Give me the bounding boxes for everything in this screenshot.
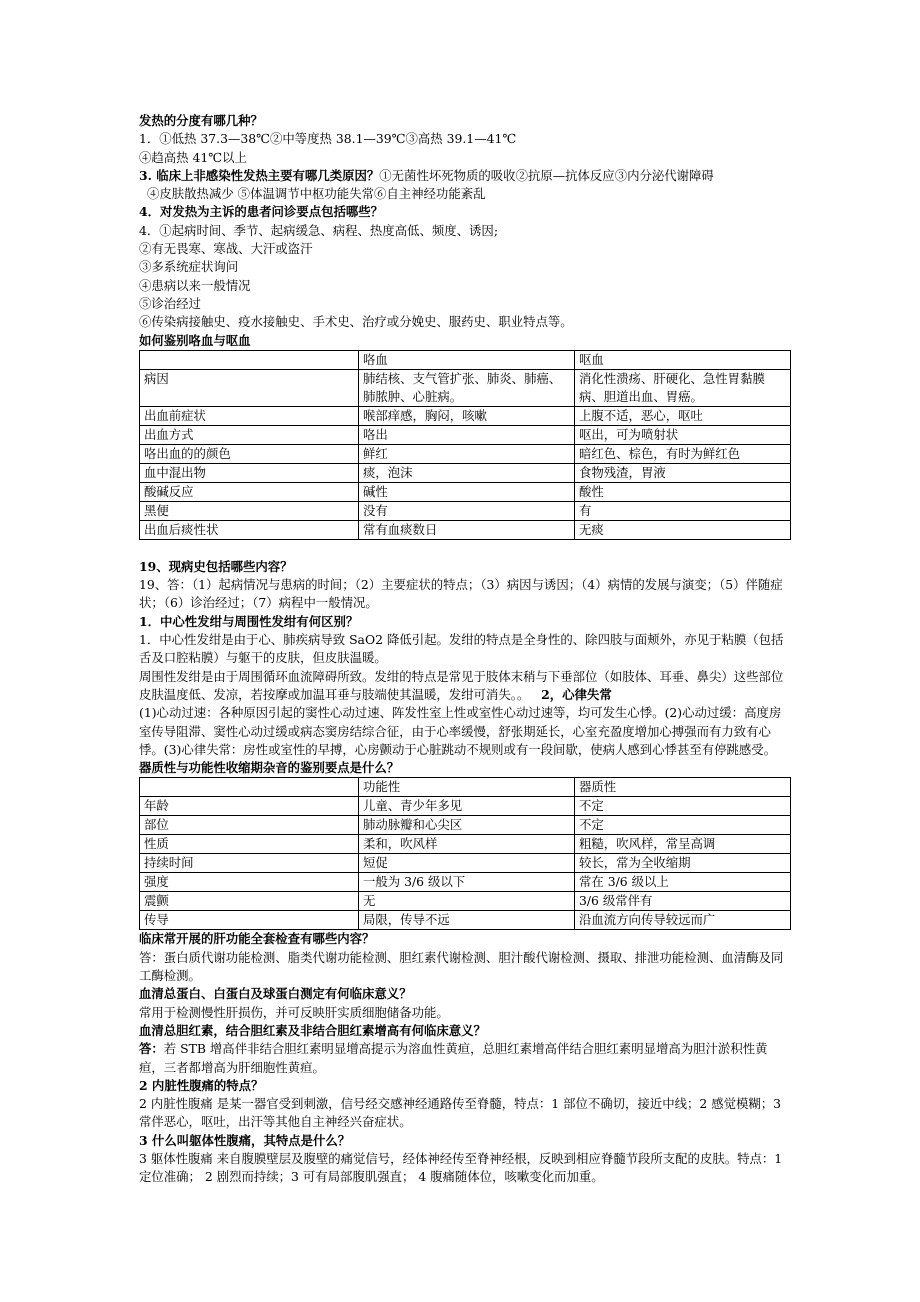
answer-paragraph: 1．中心性发绀是由于心、肺疾病导致 SaO2 降低引起。发绀的特点是全身性的、除四肢与面颊外，亦见于粘膜（包括舌及口腔粘膜）与躯干的皮肤，但皮肤温暖。 <box>139 632 784 666</box>
table-cell: 局限，传导不远 <box>359 911 575 930</box>
answer-paragraph: 3 躯体性腹痛 来自腹膜壁层及腹壁的痛觉信号，经体神经传至脊神经根，反映到相应脊髓节段所支配的皮肤。特点：1 定位准确； 2 剧烈而持续；3 可有局部腹肌强直； 4 腹痛随体位，咳嗽变化而加重。 <box>139 1150 783 1185</box>
table-cell <box>140 350 359 369</box>
answer-paragraph: (1)心动过速：各种原因引起的窦性心动过速、阵发性室上性或室性心动过速等，均可发生心悸。(2)心动过缓：高度房室传导阻滞、窦性心动过缓或病态窦房结综合征，由于心率缓慢，舒张期延长，心室充盈度增加心搏强而有力致有心悸。(3)心律失常：房性或室性的早搏，心房颤动于心脏跳动不规则或有一段间歇，使病人感到心悸甚至有停跳感受。 <box>139 705 782 757</box>
table-row <box>140 873 791 892</box>
table-cell: 喉部痒感，胸闷，咳嗽 <box>359 406 575 425</box>
table-row <box>140 501 791 520</box>
answer-line: 1．①低热 37.3—38℃②中等度热 38.1—39℃③高热 39.1—41℃ <box>139 131 517 147</box>
table-title-hemoptysis: 如何鉴别咯血与呕血 <box>139 332 251 348</box>
table-cell: 碱性 <box>359 482 575 501</box>
answer-label: 答： <box>139 1041 164 1057</box>
table-header-row <box>140 778 791 797</box>
table-cell: 肺结核、支气管扩张、肺炎、肺癌、肺脓肿、心脏病。 <box>359 369 575 406</box>
answer-line: ④趋高热 41℃以上 <box>139 149 247 165</box>
answer-paragraph <box>139 1040 791 1077</box>
table-cell: 有 <box>575 501 791 520</box>
table-cell: 肺动脉瓣和心尖区 <box>359 816 575 835</box>
answer-paragraph: 19、答：（1）起病情况与患病的时间；（2）主要症状的特点；（3）病因与诱因；（4）病情的发展与演变；（5）伴随症状；（6）诊治经过；（7）病程中一般情况。 <box>139 577 783 611</box>
table-cell: 震颤 <box>140 892 359 911</box>
answer-line: ③多系统症状询问 <box>139 259 239 275</box>
answer-inline: 周围性发绀是由于周围循环血流障碍所致。发绀的特点是常见于肢体末稍与下垂部位（如肢体、耳垂、鼻尖）这些部位皮肤温度低、发凉，若按摩或加温耳垂与肢端使其温暖，发绀可消失。。 <box>139 668 784 702</box>
table-row <box>140 854 791 873</box>
table-row <box>140 406 791 425</box>
answer-inline: 若 STB 增高伴非结合胆红素明显增高提示为溶血性黄疸，总胆红素增高伴结合胆红素明显增高为胆汁淤积性黄疸，三者都增高为肝细胞性黄疸。 <box>139 1041 768 1075</box>
table-cell: 痰，泡沫 <box>359 463 575 482</box>
table-cell: 食物残渣，胃液 <box>575 463 791 482</box>
answer-line: ②有无畏寒、寒战、大汗或盗汗 <box>139 241 313 257</box>
table-cell: 呕出，可为喷射状 <box>575 425 791 444</box>
spacer <box>139 540 791 558</box>
table-cell: 器质性 <box>575 778 791 797</box>
table-cell: 柔和，吹风样 <box>359 835 575 854</box>
question-liver-tests: 临床常开展的肝功能全套检查有哪些内容？ <box>139 931 375 947</box>
table-cell: 出血前症状 <box>140 406 359 425</box>
table-cell: 常有血痰数日 <box>359 520 575 539</box>
table-cell: 儿童、青少年多见 <box>359 797 575 816</box>
answer-paragraph: 常用于检测慢性肝损伤，并可反映肝实质细胞储备功能。 <box>139 1004 449 1020</box>
table-cell: 不定 <box>575 816 791 835</box>
question-arrhythmia: 2，心律失常 <box>541 686 612 702</box>
murmur-table <box>139 777 791 930</box>
table-cell: 黑便 <box>140 501 359 520</box>
table-row <box>140 892 791 911</box>
table-cell: 上腹不适，恶心，呕吐 <box>575 406 791 425</box>
table-cell: 持续时间 <box>140 854 359 873</box>
table-cell: 酸性 <box>575 482 791 501</box>
document-page <box>139 112 791 1187</box>
question-fever-inquiry: 4．对发热为主诉的患者问诊要点包括哪些？ <box>139 204 384 220</box>
question-present-history: 19、现病史包括哪些内容？ <box>139 558 293 574</box>
table-cell: 无 <box>359 892 575 911</box>
table-cell: 呕血 <box>575 350 791 369</box>
table-cell: 一般为 3/6 级以下 <box>359 873 575 892</box>
answer-line: ④皮肤散热减少 ⑤体温调节中枢功能失常⑥自主神经功能紊乱 <box>147 186 486 202</box>
table-cell: 3/6 级常伴有 <box>575 892 791 911</box>
table-cell <box>140 778 359 797</box>
question-fever-grades: 发热的分度有哪几种？ <box>139 113 263 128</box>
table-cell: 没有 <box>359 501 575 520</box>
question-serum-protein: 血清总蛋白、白蛋白及球蛋白测定有何临床意义？ <box>139 986 412 1002</box>
table-cell: 年龄 <box>140 797 359 816</box>
table-cell: 出血方式 <box>140 425 359 444</box>
table-cell: 较长，常为全收缩期 <box>575 854 791 873</box>
table-cell: 出血后痰性状 <box>140 520 359 539</box>
table-cell: 咯血 <box>359 350 575 369</box>
table-cell: 短促 <box>359 854 575 873</box>
table-row <box>140 816 791 835</box>
table-cell: 咯出血的的颜色 <box>140 444 359 463</box>
table-cell: 功能性 <box>359 778 575 797</box>
answer-line: 4．①起病时间、季节、起病缓急、病程、热度高低、频度、诱因; <box>139 222 498 238</box>
table-cell: 病因 <box>140 369 359 406</box>
table-cell: 部位 <box>140 816 359 835</box>
question-title: 3. 临床上非感染性发热主要有哪几类原因？ <box>139 167 380 183</box>
table-row <box>140 444 791 463</box>
table-row <box>140 911 791 930</box>
table-row <box>140 797 791 816</box>
answer-paragraph: 2 内脏性腹痛 是某一器官受到刺激，信号经交感神经通路传至脊髓，特点：1 部位不确切，接近中线；2 感觉模糊；3 常伴恶心，呕吐，出汗等其他自主神经兴奋症状。 <box>139 1096 782 1130</box>
answer-line: ④患病以来一般情况 <box>139 277 251 293</box>
table-cell: 暗红色、棕色，有时为鲜红色 <box>575 444 791 463</box>
table-cell: 咯出 <box>359 425 575 444</box>
table-cell: 鲜红 <box>359 444 575 463</box>
table-cell: 不定 <box>575 797 791 816</box>
table-cell: 血中混出物 <box>140 463 359 482</box>
table-cell: 传导 <box>140 911 359 930</box>
table-row <box>140 425 791 444</box>
table-row <box>140 463 791 482</box>
table-header-row <box>140 350 791 369</box>
answer-line: ⑥传染病接触史、疫水接触史、手术史、治疗或分娩史、服药史、职业特点等。 <box>139 314 573 330</box>
answer-inline: ①无菌性坏死物质的吸收②抗原—抗体反应③内分泌代谢障碍 <box>379 167 714 183</box>
table-cell: 常在 3/6 级以上 <box>575 873 791 892</box>
table-cell: 强度 <box>140 873 359 892</box>
question-somatic-pain: 3 什么叫躯体性腹痛，其特点是什么？ <box>139 1132 351 1148</box>
table-cell: 消化性溃疡、肝硬化、急性胃黏膜病、胆道出血、胃癌。 <box>575 369 791 406</box>
table-row <box>140 835 791 854</box>
hemoptysis-table <box>139 350 791 540</box>
table-cell: 无痰 <box>575 520 791 539</box>
table-cell: 性质 <box>140 835 359 854</box>
question-cyanosis: 1．中心性发绀与周围性发绀有何区别？ <box>139 613 359 629</box>
table-cell: 粗糙，吹风样，常呈高调 <box>575 835 791 854</box>
question-visceral-pain: 2 内脏性腹痛的特点？ <box>139 1077 264 1093</box>
question-bilirubin: 血清总胆红素，结合胆红素及非结合胆红素增高有何临床意义？ <box>139 1022 486 1038</box>
answer-line: ⑤诊治经过 <box>139 295 201 311</box>
table-cell: 酸碱反应 <box>140 482 359 501</box>
question-noninfectious-fever <box>139 167 791 185</box>
table-cell: 沿血流方向传导较远而广 <box>575 911 791 930</box>
table-row <box>140 520 791 539</box>
answer-paragraph: 答：蛋白质代谢功能检测、脂类代谢功能检测、胆红素代谢检测、胆汁酸代谢检测、摄取、排泄功能检测、血清酶及同工酶检测。 <box>139 949 784 984</box>
answer-paragraph <box>139 668 791 705</box>
table-row <box>140 369 791 406</box>
table-title-murmur: 器质性与功能性收缩期杂音的鉴别要点是什么？ <box>139 760 400 776</box>
table-row <box>140 482 791 501</box>
